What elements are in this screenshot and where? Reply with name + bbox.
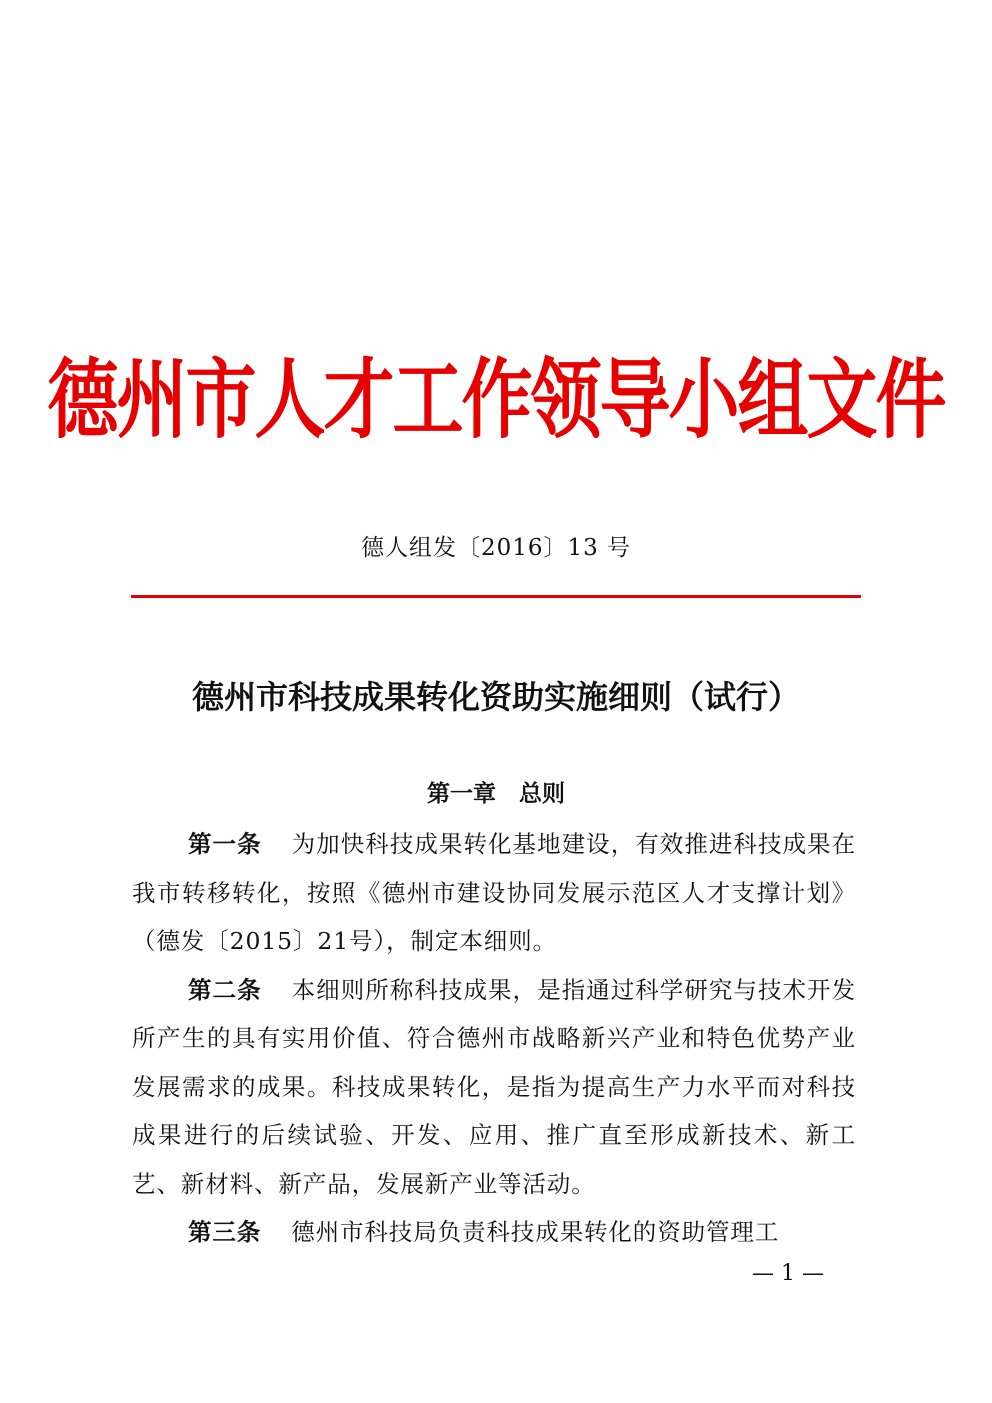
article-3: [132, 1208, 856, 1257]
article-2: [132, 966, 856, 1209]
article-text: 本细则所称科技成果，是指通过科学研究与技术开发所产生的具有实用价值、符合德州市战略新兴产业和特色优势产业发展需求的成果。科技成果转化，是指为提高生产力水平而对科技成果进行的后续试验、开发、应用、推广直至形成新技术、新工艺、新材料、新产品，发展新产业等活动。: [132, 975, 857, 1198]
article-text: 为加快科技成果转化基地建设，有效推进科技成果在我市转移转化，按照《德州市建设协同发展示范区人才支撑计划》（德发〔2015〕21号），制定本细则。: [132, 830, 857, 955]
document-number: 德人组发〔2016〕13 号: [360, 535, 632, 561]
document-title: 德州市科技成果转化资助实施细则（试行）: [191, 678, 800, 716]
document-body: [132, 820, 856, 1257]
article-text: 德州市科技局负责科技成果转化的资助管理工: [291, 1218, 780, 1246]
chapter-heading: 第一章 总则: [427, 780, 565, 807]
red-separator-line: [131, 595, 861, 598]
article-label: 第一条: [188, 830, 262, 858]
article-label: 第二条: [188, 975, 262, 1004]
issuer-masthead: 德州市人才工作领导小组文件: [47, 347, 945, 451]
page-number: — 1 —: [752, 1261, 824, 1286]
article-label: 第三条: [188, 1218, 262, 1246]
article-1: [132, 820, 856, 966]
